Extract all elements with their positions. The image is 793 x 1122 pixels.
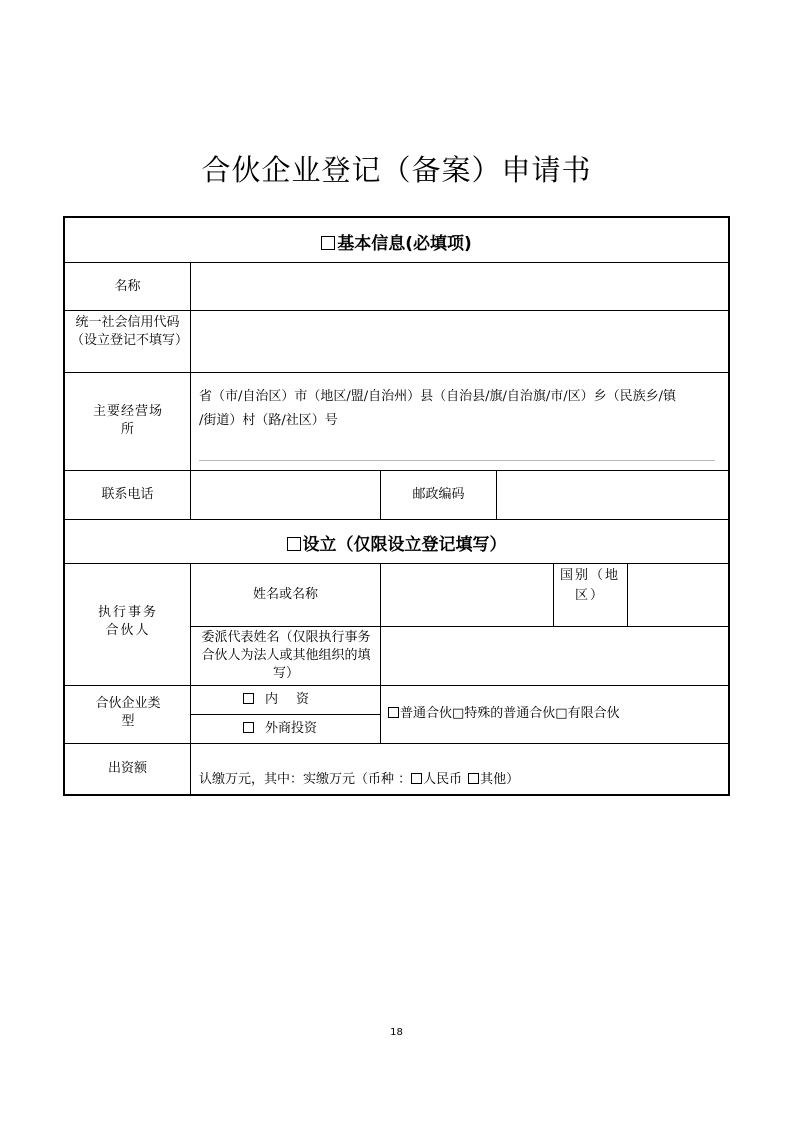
rule xyxy=(65,372,728,373)
checkbox[interactable] xyxy=(321,236,335,250)
section-basic-label: 基本信息(必填项) xyxy=(337,234,472,254)
checkbox[interactable] xyxy=(388,707,399,718)
phone-field[interactable] xyxy=(191,471,380,519)
credit-code-field[interactable] xyxy=(191,311,728,372)
section-setup-label: 设立（仅限设立登记填写） xyxy=(302,535,507,555)
capital-text-main: 认缴万元，其中：实缴万元（币种 ： xyxy=(199,772,412,787)
domestic-option[interactable] xyxy=(243,688,383,712)
currency-other-label: 其他） xyxy=(480,772,520,787)
section-setup-heading xyxy=(65,530,728,555)
name-field[interactable] xyxy=(191,263,728,310)
partner-name-field[interactable] xyxy=(381,564,553,626)
rule xyxy=(65,743,728,744)
address-line-2: /街道）村（路/社区）号 xyxy=(199,413,338,428)
rule xyxy=(65,519,728,520)
enterprise-type-label: 合伙企业类型 xyxy=(95,696,161,729)
postal-code-field[interactable] xyxy=(497,471,728,519)
rule xyxy=(65,685,728,686)
checkbox[interactable] xyxy=(411,773,422,784)
postal-code-label: 邮政编码 xyxy=(412,487,465,502)
credit-code-label: 统一社会信用代码（设立登记不填写） xyxy=(71,315,189,348)
checkbox[interactable] xyxy=(243,693,254,704)
rule xyxy=(553,563,554,626)
foreign-label: 外商投资 xyxy=(265,721,318,736)
page-number: 18 xyxy=(390,1027,403,1038)
phone-label: 联系电话 xyxy=(101,487,154,502)
name-label: 名称 xyxy=(114,279,141,294)
address-line-1: 省（市/自治区）市（地区/盟/自治州）县（自治县/旗/自治旗/市/区）乡（民族乡/镇 xyxy=(199,389,677,404)
capital-text[interactable] xyxy=(199,768,719,792)
type-options-text: 普通合伙□特殊的普通合伙□有限合伙 xyxy=(400,706,620,721)
checkbox[interactable] xyxy=(468,773,479,784)
address-underline xyxy=(199,460,715,461)
delegate-field[interactable] xyxy=(381,627,728,685)
address-label: 主要经营场所 xyxy=(92,404,163,437)
domestic-label: 内资 xyxy=(265,692,328,707)
capital-label: 出资额 xyxy=(107,761,147,776)
country-label: 国别（地区） xyxy=(559,568,620,603)
foreign-option[interactable] xyxy=(243,717,383,741)
delegate-label: 委派代表姓名（仅限执行事务合伙人为法人或其他组织的填写） xyxy=(201,630,371,681)
name-or-title-label: 姓名或名称 xyxy=(252,587,318,602)
address-template[interactable] xyxy=(199,385,724,433)
exec-partner-label: 执行事务合伙人 xyxy=(97,605,158,638)
application-form xyxy=(63,216,730,796)
currency-rmb-label: 人民币 xyxy=(423,772,463,787)
country-field[interactable] xyxy=(628,564,728,626)
rule xyxy=(190,714,380,715)
checkbox[interactable] xyxy=(287,537,301,551)
checkbox[interactable] xyxy=(243,722,254,733)
section-basic-heading xyxy=(65,229,728,254)
page-title: 合伙企业登记（备案）申请书 xyxy=(201,153,592,187)
type-options[interactable] xyxy=(388,702,728,726)
